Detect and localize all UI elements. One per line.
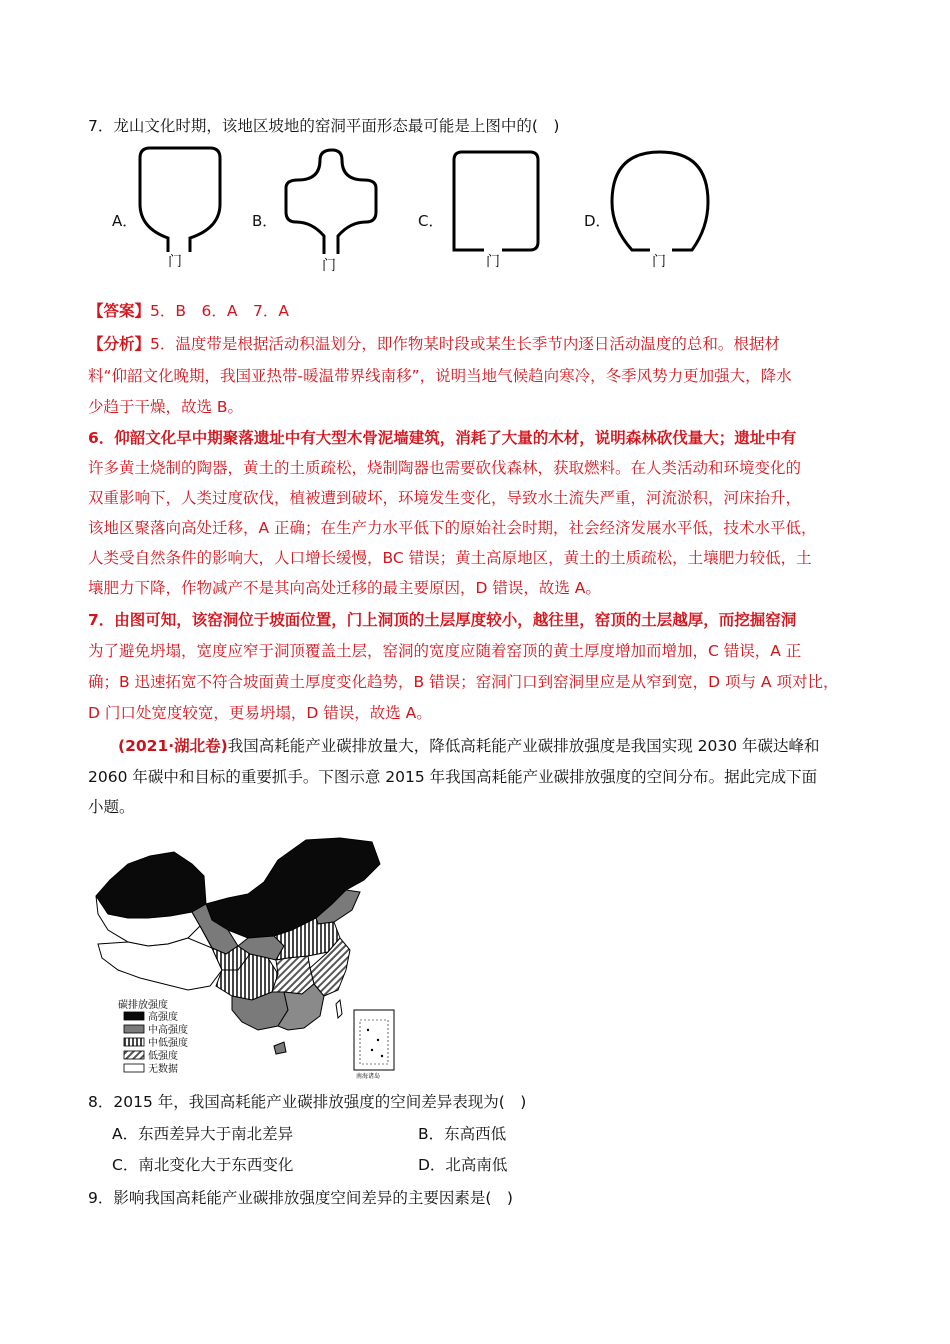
answer-tag: 【答案】 — [88, 302, 151, 320]
q7-stem: 7．龙山文化时期，该地区坡地的窑洞平面形态最可能是上图中的( ) — [88, 117, 560, 135]
q7-shape-d — [606, 146, 716, 274]
q7-door-a: 门 — [168, 254, 182, 270]
passage-line-1: (2021·湖北卷)我国高耗能产业碳排放量大，降低高耗能产业碳排放强度是我国实现 2030 年碳达峰和 — [118, 737, 820, 755]
legend-low: 低强度 — [148, 1051, 178, 1062]
legend-high: 高强度 — [148, 1012, 178, 1023]
legend-nodata: 无数据 — [148, 1064, 178, 1075]
passage-source: (2021·湖北卷) — [118, 737, 228, 755]
legend-title: 碳排放强度 — [118, 1000, 168, 1011]
analysis-line-10: 7．由图可知，该窑洞位于坡面位置，门上洞顶的土层厚度较小，越往里，窑顶的土层越厚，而挖掘窑洞 — [88, 611, 797, 629]
legend-swatch-low — [124, 1051, 144, 1059]
region-hainan — [274, 1042, 286, 1054]
analysis-line-11: 为了避免坍塌，宽度应窄于洞顶覆盖土层，窑洞的宽度应随着窑顶的黄土厚度增加而增加，C 错误，A 正 — [88, 642, 802, 660]
q8-option-b[interactable]: B．东高西低 — [418, 1125, 507, 1143]
q8-stem: 8．2015 年，我国高耗能产业碳排放强度的空间差异表现为( ) — [88, 1093, 527, 1111]
q7-shape-a — [128, 142, 228, 270]
q7-option-a-label: A． — [112, 212, 138, 230]
legend-swatch-high — [124, 1012, 144, 1020]
q8-option-a[interactable]: A．东西差异大于南北差异 — [112, 1125, 294, 1143]
q7-option-d-label: D． — [584, 212, 611, 230]
q8-option-d[interactable]: D．北高南低 — [418, 1156, 508, 1174]
legend-medlow: 中低强度 — [148, 1038, 188, 1049]
q7-door-c: 门 — [486, 254, 500, 270]
q9-stem: 9．影响我国高耗能产业碳排放强度空间差异的主要因素是( ) — [88, 1189, 513, 1207]
region-hubei-low — [272, 956, 314, 994]
q7-shape-c — [444, 146, 548, 270]
analysis-line-7: 该地区聚落向高处迁移，A 正确；在生产力水平低下的原始社会时期，社会经济发展水平低，技术水平低， — [88, 519, 817, 537]
q7-door-b: 门 — [322, 258, 336, 274]
analysis-line-4: 6．仰韶文化早中期聚落遗址中有大型木骨泥墙建筑，消耗了大量的木材，说明森林砍伐量大；遗址中有 — [88, 429, 797, 447]
legend-swatch-medlow — [124, 1038, 144, 1046]
q8-option-c[interactable]: C．南北变化大于东西变化 — [112, 1156, 294, 1174]
region-xinjiang-high — [96, 852, 206, 918]
q7-option-c-label: C． — [418, 212, 444, 230]
analysis-line-9: 壤肥力下降，作物减产不是其向高处迁移的最主要原因，D 错误，故选 A。 — [88, 579, 601, 597]
analysis-line-1: 【分析】5．温度带是根据活动积温划分，即作物某时段或某生长季节内逐日活动温度的总和。根据材 — [88, 335, 780, 353]
legend-swatch-nodata — [124, 1064, 144, 1072]
passage-line-2: 2060 年碳中和目标的重要抓手。下图示意 2015 年我国高耗能产业碳排放强度的空间分布。据此完成下面 — [88, 768, 818, 786]
analysis-line-12: 确；B 迅速拓宽不符合坡面黄土厚度变化趋势，B 错误；窑洞门口到窑洞里应是从窄到宽，D 项与 A 项对比， — [88, 673, 839, 691]
q7-option-b-label: B． — [252, 212, 278, 230]
map-legend — [118, 998, 188, 1075]
region-north-high — [206, 838, 380, 938]
inset-label: 南海诸岛 — [356, 1073, 381, 1080]
analysis-line-3: 少趋于干燥，故选 B。 — [88, 398, 244, 416]
analysis-line-6: 双重影响下，人类过度砍伐，植被遭到破坏，环境发生变化，导致水土流失严重，河流淤积，河床抬升， — [88, 489, 802, 507]
analysis-line-13: D 门口处宽度较宽，更易坍塌，D 错误，故选 A。 — [88, 704, 432, 722]
legend-swatch-medhigh — [124, 1025, 144, 1033]
q7-shape-b — [276, 142, 386, 274]
answer-text: 5．B 6．A 7．A — [150, 302, 289, 320]
analysis-line-5: 许多黄土烧制的陶器，黄土的土质疏松，烧制陶器也需要砍伐森林，获取燃料。在人类活动和环境变化的 — [88, 459, 802, 477]
carbon-intensity-map — [88, 834, 404, 1082]
analysis-tag: 【分析】 — [88, 335, 151, 353]
analysis-line-8: 人类受自然条件的影响大，人口增长缓慢，BC 错误；黄土高原地区，黄土的土质疏松，土壤肥力较低，土 — [88, 549, 812, 567]
passage-line-3: 小题。 — [88, 798, 135, 816]
answer-line — [88, 301, 289, 321]
analysis-line-2: 料“仰韶文化晚期，我国亚热带-暖温带界线南移”，说明当地气候趋向寒冷，冬季风势力更加强大，降水 — [88, 367, 792, 385]
region-taiwan — [336, 1000, 342, 1018]
region-tibet-nodata — [98, 938, 222, 990]
q7-door-d: 门 — [652, 254, 666, 270]
legend-medhigh: 中高强度 — [148, 1025, 188, 1036]
